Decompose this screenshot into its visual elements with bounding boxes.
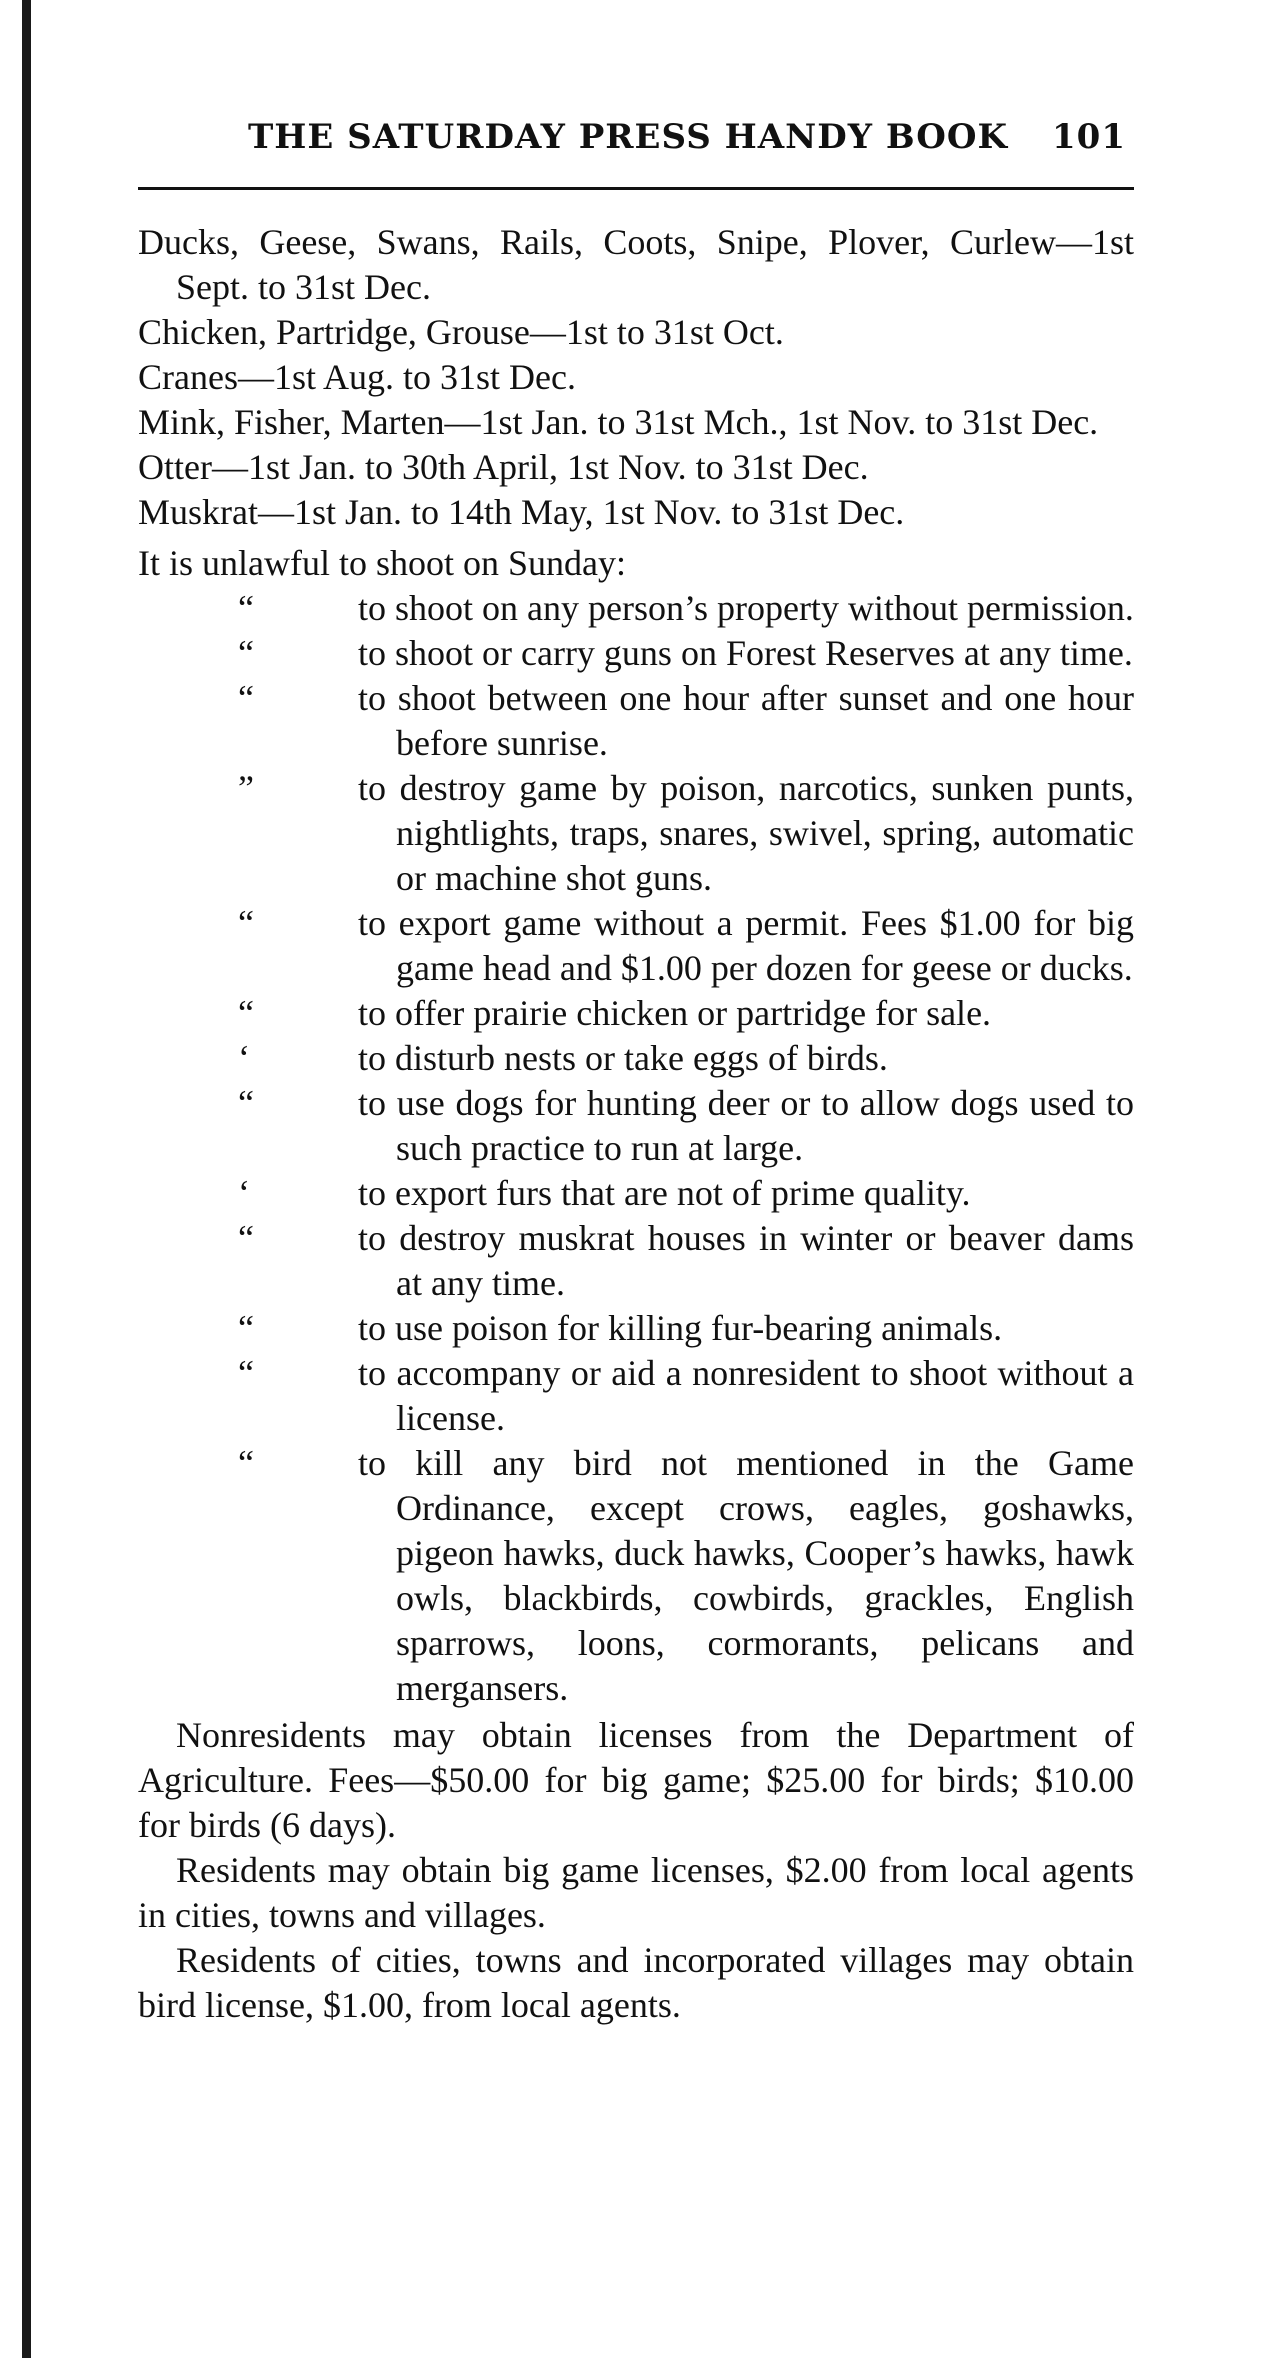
list-item [138,1171,1134,1216]
ditto-mark: “ [238,993,254,1033]
paragraph-nonresident-licenses: Nonresidents may obtain licenses from the Department of Agriculture. Fees—$50.00 for big game; $25.00 for birds; $10.00 for birds (6 days). [138,1715,1134,1845]
list-item-text: to kill any bird not mentioned in the Game Ordinance, except crows, eagles, goshawks, pigeon hawks, duck hawks, Cooper’s hawks, hawk owls, blackbirds, cowbirds, grackles, English sparrows, loons, cormorants, pelicans and mergansers. [358,1443,1134,1708]
list-item [138,586,1134,631]
paragraph-big-game-licenses: Residents may obtain big game licenses, $2.00 from local agents in cities, towns and villages. [138,1850,1134,1935]
license-paragraphs [138,1713,1134,2028]
header-rule [138,187,1134,190]
list-item-text: to destroy muskrat houses in winter or beaver dams at any time. [358,1218,1134,1303]
season-line: Ducks, Geese, Swans, Rails, Coots, Snipe, Plover, Curlew—1st Sept. to 31st Dec. [138,222,1134,307]
list-item-text: to destroy game by poison, narcotics, sunken punts, nightlights, traps, snares, swivel, spring, automatic or machine shot guns. [358,768,1134,898]
list-item-text: to shoot on any person’s property without permission. [358,588,1134,628]
page-number: 101 [1052,117,1126,157]
season-line: Chicken, Partridge, Grouse—1st to 31st Oct. [138,312,784,352]
list-item [138,676,1134,766]
list-item-text: to offer prairie chicken or partridge for sale. [358,993,992,1033]
season-line: Mink, Fisher, Marten—1st Jan. to 31st Mch., 1st Nov. to 31st Dec. [138,402,1099,442]
list-item [138,991,1134,1036]
book-spine-edge [22,0,31,2358]
list-item-text: to use poison for killing fur-bearing animals. [358,1308,1003,1348]
ditto-mark: “ [238,1353,254,1393]
unlawful-list [138,586,1134,1711]
list-item [138,1081,1134,1171]
ditto-mark: “ [238,1443,254,1483]
list-item-text: to export game without a permit. Fees $1.00 for big game head and $1.00 per dozen for geese or ducks. [358,903,1134,988]
list-item-text: to export furs that are not of prime quality. [358,1173,971,1213]
list-item [138,1216,1134,1306]
ditto-mark: “ [238,1218,254,1258]
paragraph-bird-license: Residents of cities, towns and incorporated villages may obtain bird license, $1.00, from local agents. [138,1940,1134,2025]
list-item [138,901,1134,991]
ditto-mark: “ [238,633,254,673]
ditto-mark: ‘ [238,1038,250,1078]
list-item-text: to accompany or aid a nonresident to shoot without a license. [358,1353,1134,1438]
season-line: Cranes—1st Aug. to 31st Dec. [138,357,576,397]
list-item [138,766,1134,901]
list-item-text: to disturb nests or take eggs of birds. [358,1038,888,1078]
open-seasons [138,220,1134,535]
ditto-mark: “ [238,903,254,943]
ditto-mark: “ [238,678,254,718]
list-item-text: to use dogs for hunting deer or to allow dogs used to such practice to run at large. [358,1083,1134,1168]
running-title: THE SATURDAY PRESS HANDY BOOK [248,117,1008,157]
ditto-mark: ‘ [238,1173,250,1213]
ditto-mark: “ [238,1083,254,1123]
unlawful-intro: It is unlawful to shoot on Sunday: [138,543,626,583]
season-line: Otter—1st Jan. to 30th April, 1st Nov. to 31st Dec. [138,447,869,487]
list-item [138,1351,1134,1441]
ditto-mark: ” [238,768,254,808]
list-item-text: to shoot between one hour after sunset and one hour before sunrise. [358,678,1134,763]
book-page [138,115,1134,2028]
list-item [138,1441,1134,1711]
list-item [138,631,1134,676]
list-item [138,1306,1134,1351]
ditto-mark: “ [238,588,254,628]
list-item-text: to shoot or carry guns on Forest Reserves at any time. [358,633,1133,673]
running-header [138,115,1134,175]
ditto-mark: “ [238,1308,254,1348]
season-line: Muskrat—1st Jan. to 14th May, 1st Nov. to 31st Dec. [138,492,905,532]
list-item [138,1036,1134,1081]
